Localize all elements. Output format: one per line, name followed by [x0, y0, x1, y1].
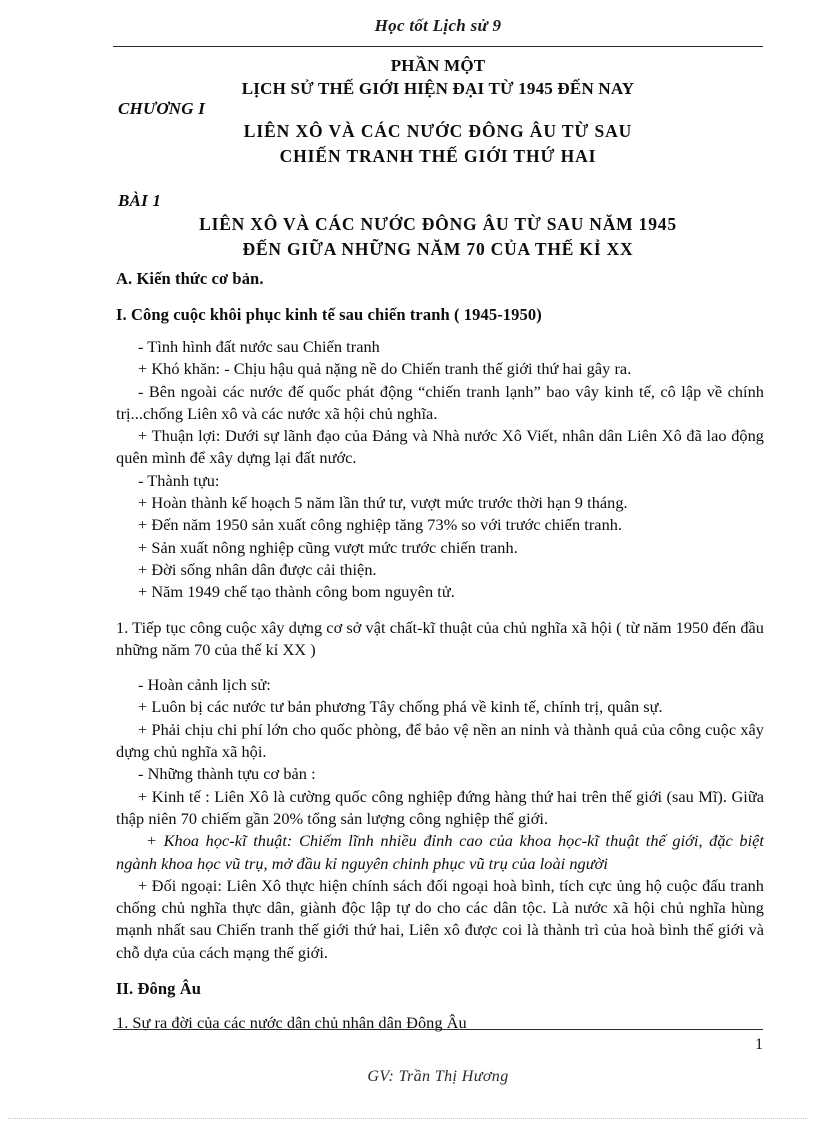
paragraph-7: + Đến năm 1950 sản xuất công nghiệp tăng 73% so với trước chiến tranh. — [138, 515, 623, 535]
paragraph-2: + Khó khăn: - Chịu hậu quả nặng nề do Chiến tranh thế giới thứ hai gây ra. — [138, 359, 632, 379]
chapter-label: CHƯƠNG I — [118, 99, 206, 118]
footer-author: GV: Trần Thị Hương — [367, 1068, 509, 1085]
chapter-title-line-2: CHIẾN TRANH THẾ GIỚI THỨ HAI — [279, 146, 597, 166]
paragraph-11: 1. Tiếp tục công cuộc xây dựng cơ sở vật chất-kĩ thuật của chủ nghĩa xã hội ( từ năm 1950 đến đầu những năm 70 của thế kỉ XX ) — [116, 617, 764, 659]
chapter-title-line-1: LIÊN XÔ VÀ CÁC NƯỚC ĐÔNG ÂU TỪ SAU — [243, 121, 633, 141]
running-header: Học tốt Lịch sử 9 — [374, 16, 502, 35]
page-edge-line — [8, 1118, 808, 1119]
header-rule — [113, 46, 763, 47]
part-label: PHẦN MỘT — [390, 56, 486, 75]
body-content — [116, 268, 764, 1034]
paragraph-6: + Hoàn thành kế hoạch 5 năm lần thứ tư, vượt mức trước thời hạn 9 tháng. — [138, 493, 628, 513]
paragraph-1: - Tình hình đất nước sau Chiến tranh — [138, 337, 380, 356]
part-block — [113, 54, 763, 100]
lesson-title — [113, 212, 763, 262]
paragraph-14: + Phải chịu chi phí lớn cho quốc phòng, để bảo vệ nền an ninh và thành quả của công cuộc xây dựng chủ nghĩa xã hội. — [116, 719, 764, 762]
heading-i: I. Công cuộc khôi phục kinh tế sau chiến tranh ( 1945-1950) — [116, 305, 542, 324]
heading-ii: II. Đông Âu — [116, 979, 202, 999]
paragraph-ii-item-1: 1. Sự ra đời của các nước dân chủ nhân dân Đông Âu — [116, 1013, 467, 1033]
lesson-title-line-1: LIÊN XÔ VÀ CÁC NƯỚC ĐÔNG ÂU TỪ SAU NĂM 1945 — [199, 214, 677, 234]
paragraph-16: + Kinh tế : Liên Xô là cường quốc công nghiệp đứng hàng thứ hai trên thế giới (sau Mĩ). Giữa thập niên 70 chiếm gần 20% tổng sản lượng công nghiệp thế giới. — [116, 786, 764, 828]
paragraph-13: + Luôn bị các nước tư bản phương Tây chống phá về kinh tế, chính trị, quân sự. — [138, 697, 663, 717]
paragraph-5: - Thành tựu: — [138, 470, 220, 490]
footer-rule — [113, 1029, 763, 1030]
heading-a: A. Kiến thức cơ bản. — [116, 269, 264, 288]
part-title: LỊCH SỬ THẾ GIỚI HIỆN ĐẠI TỪ 1945 ĐẾN NAY — [241, 79, 635, 98]
page-number: 1 — [755, 1036, 763, 1053]
paragraph-18: + Đối ngoại: Liên Xô thực hiện chính sách đối ngoại hoà bình, tích cực ủng hộ cuộc đấu tranh chống chủ nghĩa thực dân, giành độc lập tự do cho các dân tộc. Là nước xã hội chủ nghĩa hùng mạnh nhất sau Chiến tranh thế giới thứ hai, Liên xô được coi là thành trì của hoà bình thế giới và chỗ dựa của cách mạng thế giới. — [116, 875, 764, 962]
paragraph-10: + Năm 1949 chế tạo thành công bom nguyên tử. — [138, 582, 455, 602]
paragraph-12: - Hoàn cảnh lịch sử: — [138, 675, 271, 695]
lesson-label: BÀI 1 — [118, 191, 162, 210]
paragraph-17-science-note: + Khoa học-kĩ thuật: Chiếm lĩnh nhiều đỉnh cao của khoa học-kĩ thuật thế giới, đặc biệt ngành khoa học vũ trụ, mở đầu kỉ nguyên chinh phục vũ trụ của loài người — [116, 831, 764, 873]
paragraph-9: + Đời sống nhân dân được cải thiện. — [138, 559, 377, 579]
chapter-title — [113, 119, 763, 169]
lesson-title-line-2: ĐẾN GIỮA NHỮNG NĂM 70 CỦA THẾ KỈ XX — [242, 239, 634, 259]
paragraph-4: + Thuận lợi: Dưới sự lãnh đạo của Đảng và Nhà nước Xô Viết, nhân dân Liên Xô đã lao động quên mình để xây dựng lại đất nước. — [116, 426, 764, 468]
paragraph-15: - Những thành tựu cơ bản : — [138, 764, 316, 784]
paragraph-8: + Sản xuất nông nghiệp cũng vượt mức trước chiến tranh. — [138, 537, 518, 557]
paragraph-3: - Bên ngoài các nước đế quốc phát động “chiến tranh lạnh” bao vây kinh tế, cô lập về chính trị...chống Liên xô và các nước xã hội chủ nghĩa. — [116, 381, 764, 423]
